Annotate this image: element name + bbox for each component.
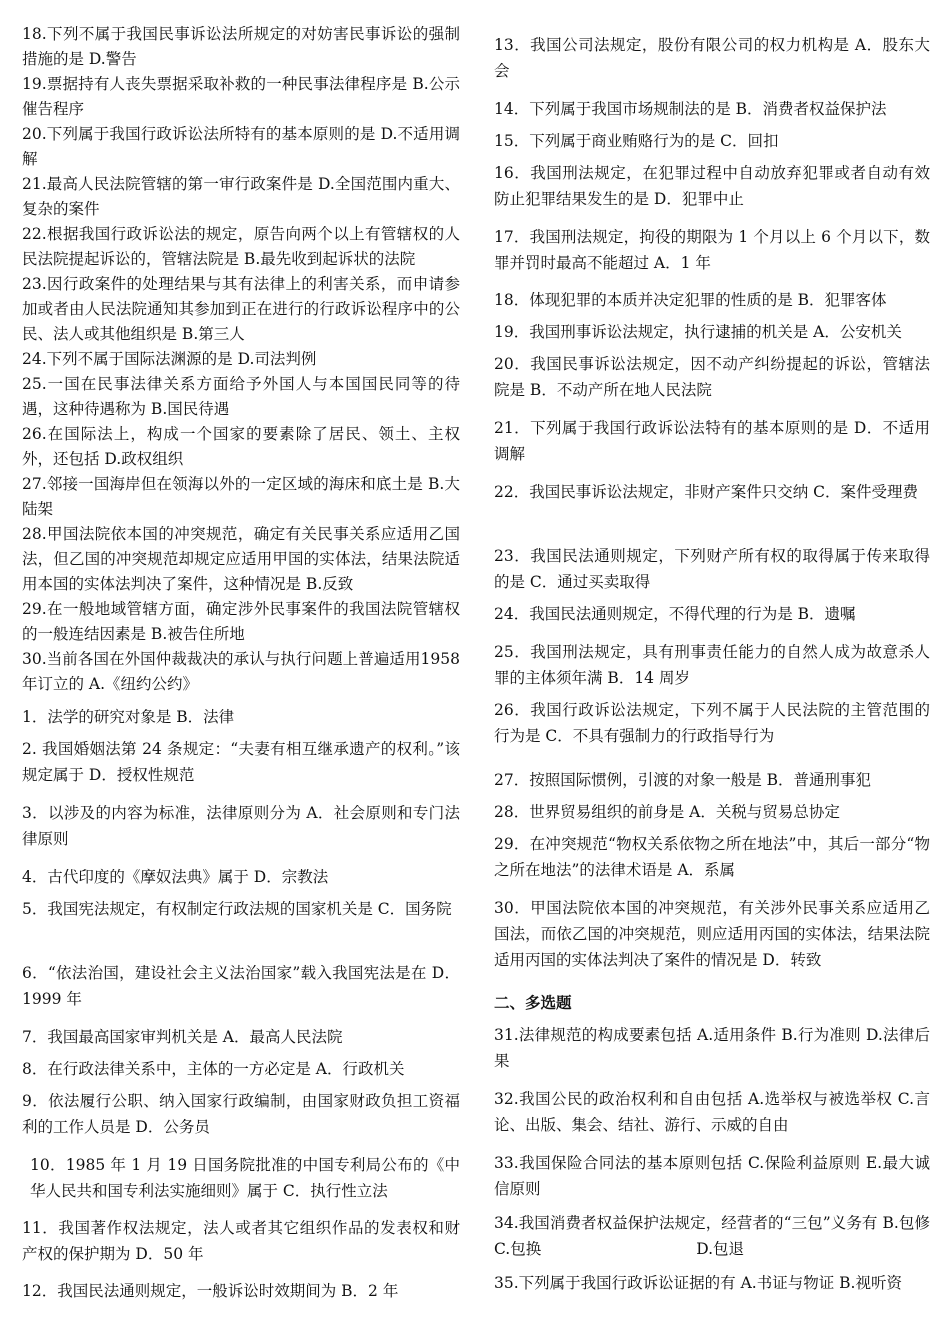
question-item: 8．在行政法律关系中，主体的一方必定是 A．行政机关: [22, 1060, 405, 1078]
question-item: 26．我国行政诉讼法规定，下列不属于人民法院的主管范围的行为是 C．不具有强制力的行政指导行为: [494, 701, 930, 745]
question-item: 31.法律规范的构成要素包括 A.适用条件 B.行为准则 D.法律后果: [494, 1026, 930, 1070]
question-item: 11．我国著作权法规定，法人或者其它组织作品的发表权和财产权的保护期为 D．50 年: [22, 1219, 460, 1263]
question-item: 33.我国保险合同法的基本原则包括 C.保险利益原则 E.最大诚信原则: [494, 1154, 930, 1198]
question-item: 24.下列不属于国际法渊源的是 D.司法判例: [22, 350, 317, 368]
question-item: 20．我国民事诉讼法规定，因不动产纠纷提起的诉讼，管辖法院是 B．不动产所在地人民法院: [494, 355, 930, 399]
question-item: 14．下列属于我国市场规制法的是 B．消费者权益保护法: [494, 100, 887, 118]
question-item: 19.票据持有人丧失票据采取补救的一种民事法律程序是 B.公示催告程序: [22, 75, 460, 118]
question-item: 7．我国最高国家审判机关是 A．最高人民法院: [22, 1028, 343, 1046]
question-item: 25．我国刑法规定，具有刑事责任能力的自然人成为故意杀人罪的主体须年满 B．14 周岁: [494, 643, 930, 687]
question-item: 6．“依法治国，建设社会主义法治国家”载入我国宪法是在 D．1999 年: [22, 964, 460, 1008]
question-item: 20.下列属于我国行政诉讼法所特有的基本原则的是 D.不适用调解: [22, 125, 460, 168]
question-item: 1．法学的研究对象是 B．法律: [22, 708, 235, 726]
section-heading: 二、多选题: [494, 993, 572, 1012]
question-item: 2. 我国婚姻法第 24 条规定：“夫妻有相互继承遗产的权利。”该规定属于 D．授权性规范: [22, 740, 460, 784]
question-item: 30.当前各国在外国仲裁裁决的承认与执行问题上普遍适用1958 年订立的 A.《纽约公约》: [22, 650, 460, 693]
question-item: 9．依法履行公职、纳入国家行政编制，由国家财政负担工资福利的工作人员是 D．公务员: [22, 1092, 460, 1136]
question-item: 28.甲国法院依本国的冲突规范，确定有关民事关系应适用乙国法，但乙国的冲突规范却规定应适用甲国的实体法，结果法院适用本国的实体法判决了案件，这种情况是 B.反致: [22, 525, 460, 593]
question-item: 5．我国宪法规定，有权制定行政法规的国家机关是 C．国务院: [22, 900, 452, 918]
question-item: 15．下列属于商业贿赂行为的是 C．回扣: [494, 132, 779, 150]
question-item: 18．体现犯罪的本质并决定犯罪的性质的是 B．犯罪客体: [494, 291, 887, 309]
question-item: 17．我国刑法规定，拘役的期限为 1 个月以上 6 个月以下，数罪并罚时最高不能超过 A．1 年: [494, 228, 930, 272]
question-item: 24．我国民法通则规定，不得代理的行为是 B．遗嘱: [494, 605, 856, 623]
question-item: 27.邻接一国海岸但在领海以外的一定区域的海床和底土是 B.大陆架: [22, 475, 460, 518]
question-item: 12．我国民法通则规定，一般诉讼时效期间为 B．2 年: [22, 1282, 399, 1300]
question-item: 30．甲国法院依本国的冲突规范，有关涉外民事关系应适用乙国法，而依乙国的冲突规范，则应适用丙国的实体法，结果法院适用丙国的实体法判决了案件的情况是 D．转致: [494, 899, 930, 969]
question-item: 21．下列属于我国行政诉讼法特有的基本原则的是 D．不适用调解: [494, 419, 930, 463]
question-item: 16．我国刑法规定，在犯罪过程中自动放弃犯罪或者自动有效防止犯罪结果发生的是 D．犯罪中止: [494, 164, 930, 208]
question-item: 26.在国际法上，构成一个国家的要素除了居民、领土、主权外，还包括 D.政权组织: [22, 425, 460, 468]
question-item: 29．在冲突规范“物权关系依物之所在地法”中，其后一部分“物之所在地法”的法律术语是 A．系属: [494, 835, 930, 879]
question-item: 13．我国公司法规定，股份有限公司的权力机构是 A．股东大会: [494, 36, 930, 80]
question-item: 34.我国消费者权益保护法规定，经营者的“三包”义务有 B.包修 C.包换 D.包退: [494, 1214, 930, 1258]
question-item: 21.最高人民法院管辖的第一审行政案件是 D.全国范围内重大、复杂的案件: [22, 175, 460, 218]
question-item: 29.在一般地域管辖方面，确定涉外民事案件的我国法院管辖权的一般连结因素是 B.被告住所地: [22, 600, 460, 643]
question-item: 23．我国民法通则规定，下列财产所有权的取得属于传来取得的是 C．通过买卖取得: [494, 547, 930, 591]
question-item: 32.我国公民的政治权利和自由包括 A.选举权与被选举权 C.言论、出版、集会、结社、游行、示威的自由: [494, 1090, 930, 1134]
question-item: 4．古代印度的《摩奴法典》属于 D．宗教法: [22, 868, 329, 886]
question-item: 27．按照国际惯例，引渡的对象一般是 B．普通刑事犯: [494, 771, 872, 789]
question-item: 28．世界贸易组织的前身是 A．关税与贸易总协定: [494, 803, 840, 821]
question-item: 35.下列属于我国行政诉讼证据的有 A.书证与物证 B.视听资: [494, 1274, 902, 1292]
question-item: 22.根据我国行政诉讼法的规定，原告向两个以上有管辖权的人民法院提起诉讼的，管辖法院是 B.最先收到起诉状的法院: [22, 225, 460, 268]
question-item: 22．我国民事诉讼法规定，非财产案件只交纳 C．案件受理费: [494, 483, 919, 501]
question-item: 3．以涉及的内容为标准，法律原则分为 A．社会原则和专门法律原则: [22, 804, 460, 848]
question-item: 10．1985 年 1 月 19 日国务院批准的中国专利局公布的《中华人民共和国专利法实施细则》属于 C．执行性立法: [30, 1156, 460, 1200]
question-item: 18.下列不属于我国民事诉讼法所规定的对妨害民事诉讼的强制措施的是 D.警告: [22, 25, 460, 68]
question-item: 23.因行政案件的处理结果与其有法律上的利害关系，而申请参加或者由人民法院通知其参加到正在进行的行政诉讼程序中的公民、法人或其他组织是 B.第三人: [22, 275, 460, 343]
question-item: 19．我国刑事诉讼法规定，执行逮捕的机关是 A．公安机关: [494, 323, 902, 341]
question-item: 25.一国在民事法律关系方面给予外国人与本国国民同等的待遇，这种待遇称为 B.国民待遇: [22, 375, 460, 418]
